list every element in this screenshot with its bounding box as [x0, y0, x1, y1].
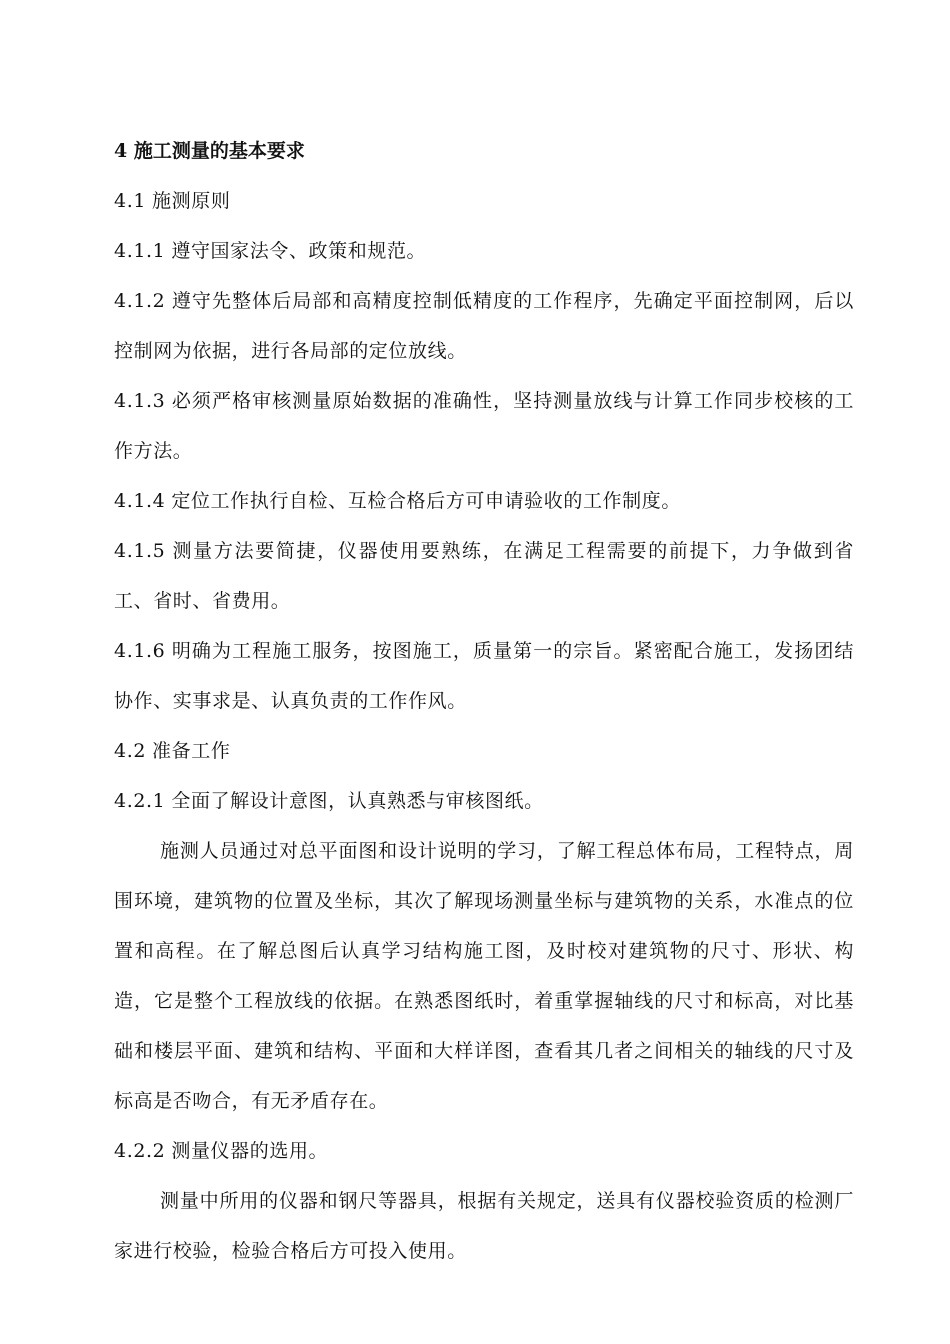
paragraph-4-1-2	[114, 276, 854, 376]
clause-number: 4.2.2	[114, 1140, 166, 1162]
clause-number: 4.2	[114, 740, 147, 762]
clause-number: 4.1.4	[114, 490, 166, 512]
body-paragraph-instruments: 测量中所用的仪器和钢尺等器具，根据有关规定，送具有仪器校验资质的检测厂家进行校验，检验合格后方可投入使用。	[114, 1190, 854, 1262]
paragraph-4-2	[114, 726, 854, 776]
clause-text: 测量仪器的选用。	[171, 1140, 329, 1162]
clause-number: 4.1	[114, 190, 147, 212]
section-heading: 4 施工测量的基本要求	[114, 140, 305, 162]
clause-number: 4.1.2	[114, 290, 166, 312]
clause-text: 明确为工程施工服务，按图施工，质量第一的宗旨。紧密配合施工，发扬团结协作、实事求是、认真负责的工作作风。	[114, 640, 854, 712]
clause-text: 全面了解设计意图，认真熟悉与审核图纸。	[171, 790, 544, 812]
paragraph-4-1-6	[114, 626, 854, 726]
clause-number: 4.1.5	[114, 540, 166, 562]
clause-text: 定位工作执行自检、互检合格后方可申请验收的工作制度。	[171, 490, 681, 512]
paragraph-4-1-1	[114, 226, 854, 276]
document-body	[114, 126, 854, 1276]
clause-number: 4.1.6	[114, 640, 166, 662]
clause-number: 4.1.3	[114, 390, 166, 412]
body-paragraph-survey-prep: 施测人员通过对总平面图和设计说明的学习，了解工程总体布局，工程特点，周围环境，建筑物的位置及坐标，其次了解现场测量坐标与建筑物的关系，水准点的位置和高程。在了解总图后认真学习结构施工图，及时校对建筑物的尺寸、形状、构造，它是整个工程放线的依据。在熟悉图纸时，着重掌握轴线的尺寸和标高，对比基础和楼层平面、建筑和结构、平面和大样详图，查看其几者之间相关的轴线的尺寸及标高是否吻合，有无矛盾存在。	[114, 840, 854, 1112]
clause-number: 4.1.1	[114, 240, 166, 262]
clause-text: 准备工作	[152, 740, 231, 762]
clause-text: 施测原则	[152, 190, 231, 212]
paragraph-4-2-1	[114, 776, 854, 826]
paragraph-4-1-3	[114, 376, 854, 476]
clause-text: 遵守先整体后局部和高精度控制低精度的工作程序，先确定平面控制网，后以控制网为依据，进行各局部的定位放线。	[114, 290, 854, 362]
clause-number: 4.2.1	[114, 790, 166, 812]
paragraph-4-1-5	[114, 526, 854, 626]
paragraph-4-1-4	[114, 476, 854, 526]
paragraph-4-2-2	[114, 1126, 854, 1176]
clause-text: 测量方法要简捷，仪器使用要熟练，在满足工程需要的前提下，力争做到省工、省时、省费用。	[114, 540, 854, 612]
paragraph-4-1	[114, 176, 854, 226]
clause-text: 必须严格审核测量原始数据的准确性，坚持测量放线与计算工作同步校核的工作方法。	[114, 390, 854, 462]
clause-text: 遵守国家法令、政策和规范。	[171, 240, 427, 262]
